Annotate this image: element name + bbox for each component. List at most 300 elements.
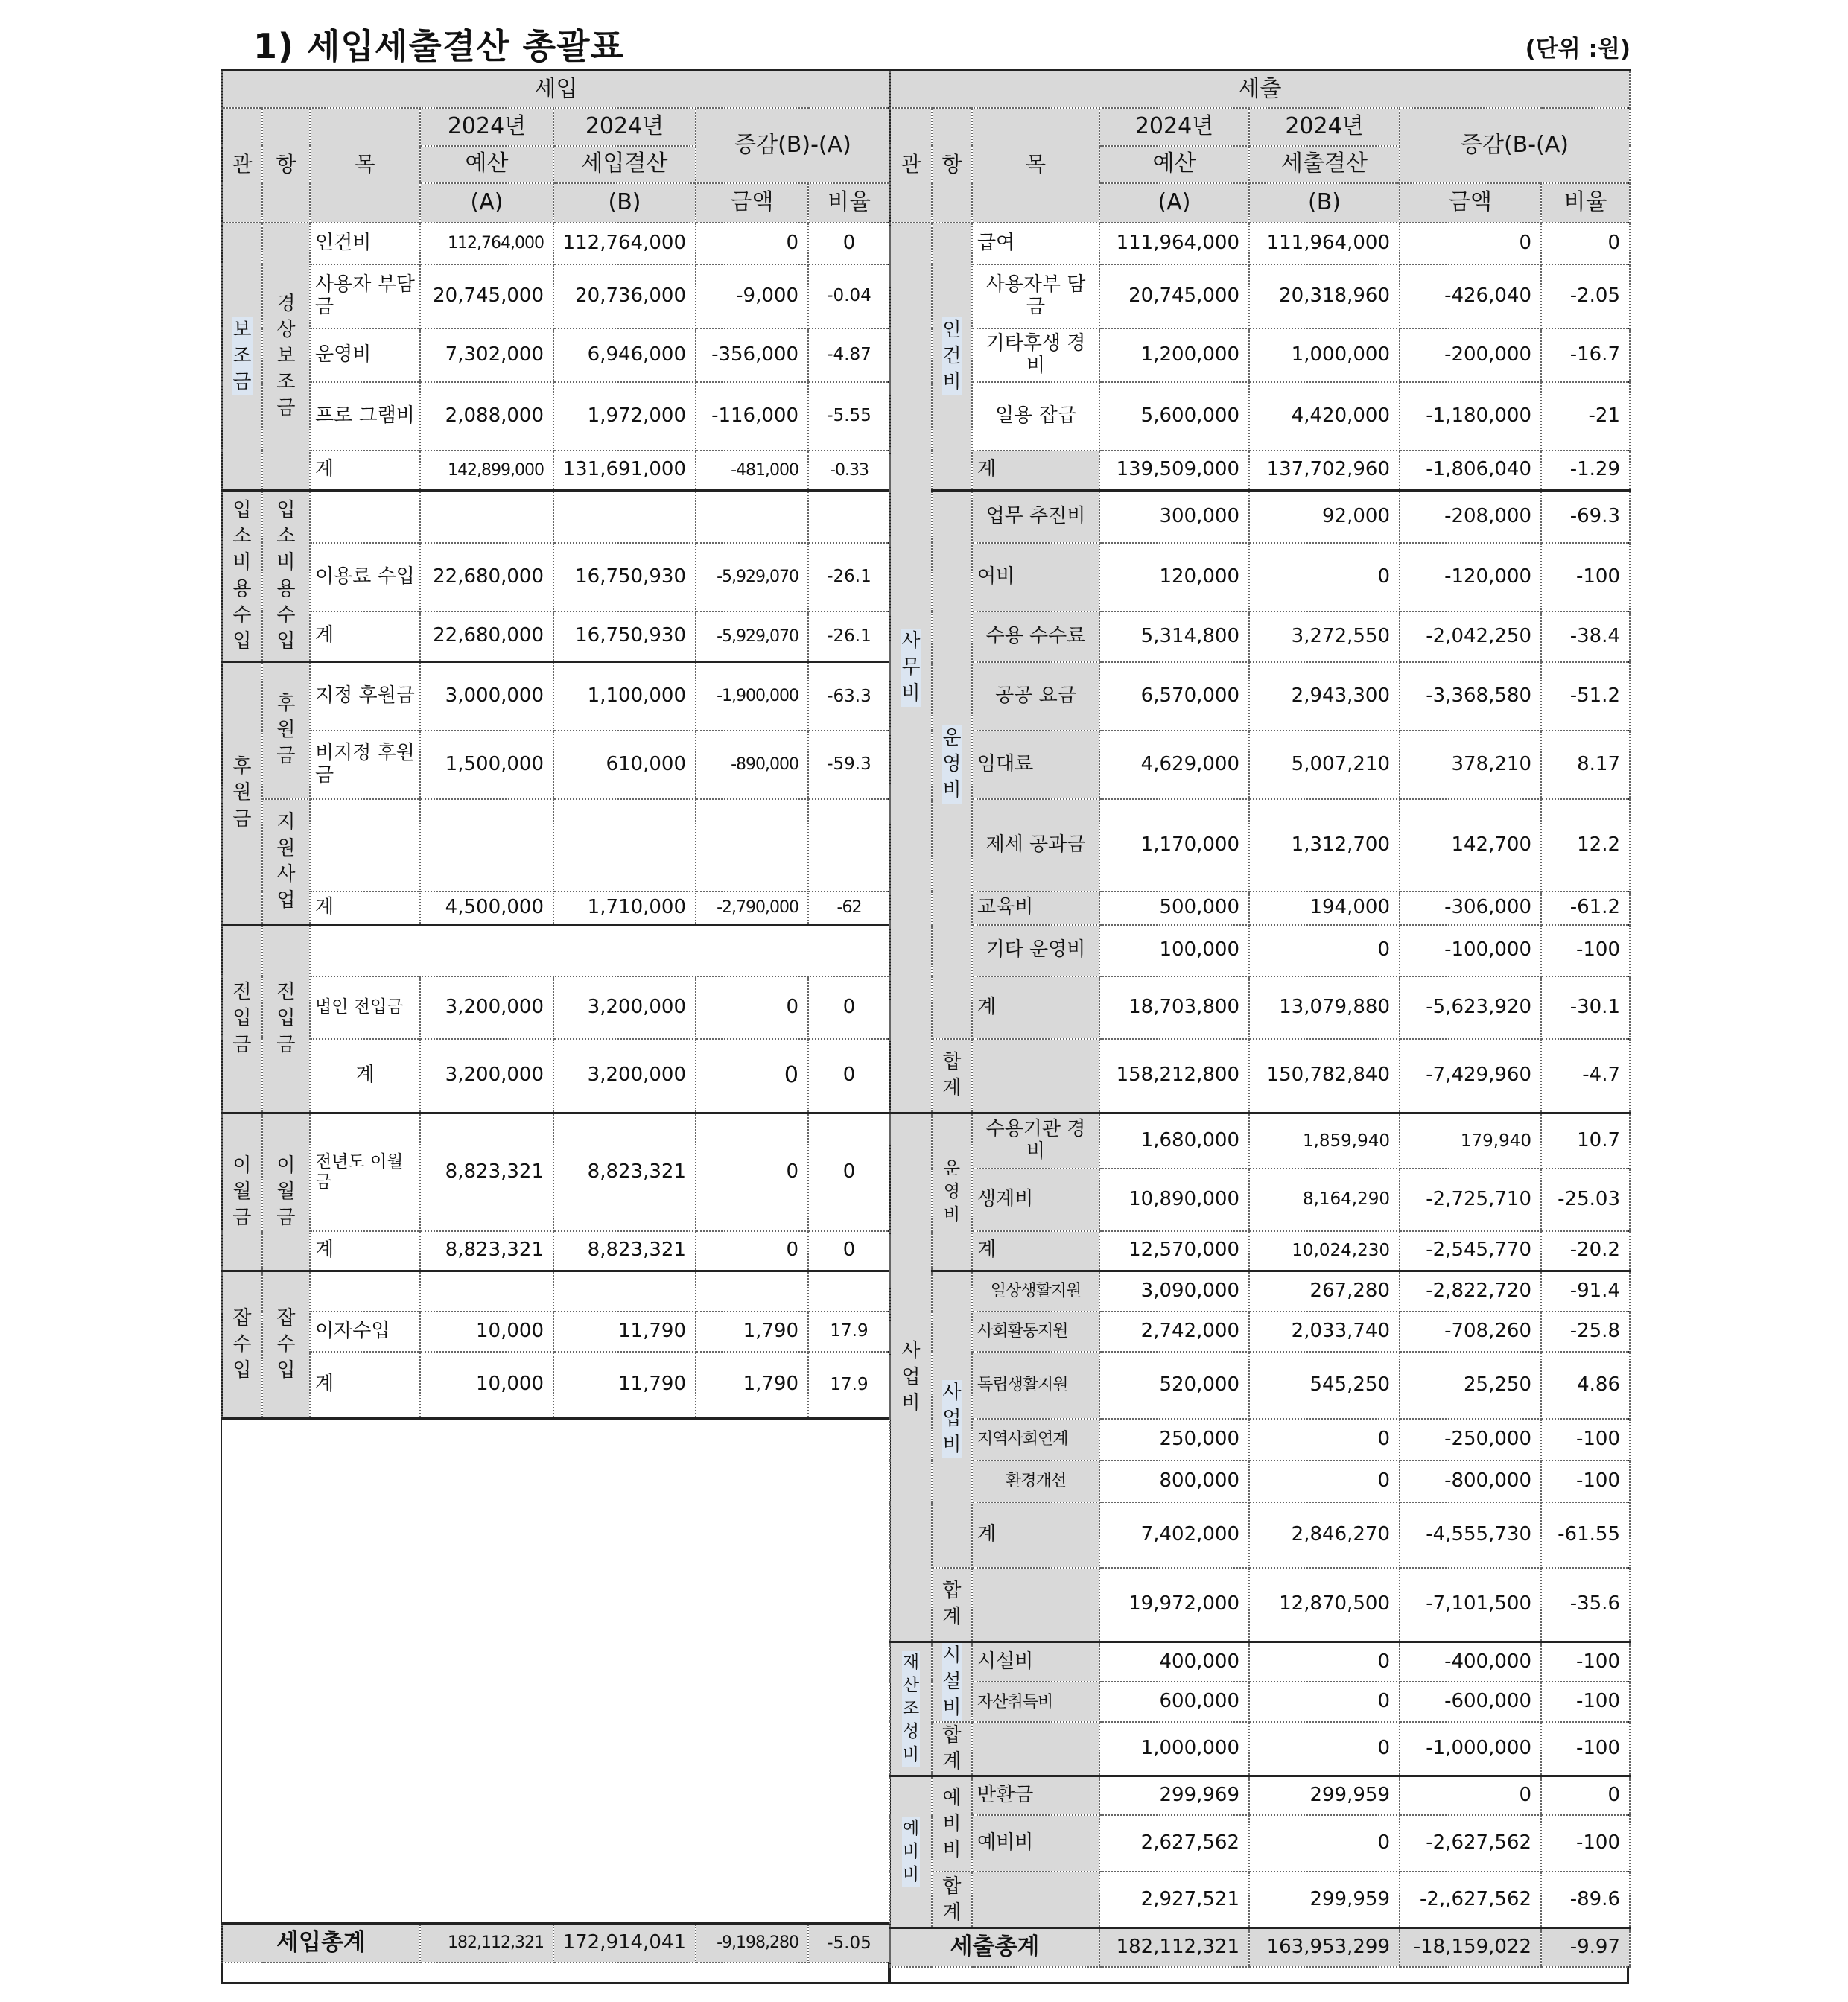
expense-settle: 5,007,210 bbox=[1249, 731, 1400, 799]
expense-settle: 111,964,000 bbox=[1249, 223, 1400, 264]
revenue-mok: 계 bbox=[310, 451, 420, 491]
expense-budget: 1,170,000 bbox=[1099, 799, 1249, 892]
revenue-budget: 2,088,000 bbox=[420, 382, 553, 451]
revenue-empty bbox=[696, 799, 808, 892]
expense-settle: 137,702,960 bbox=[1249, 451, 1400, 491]
revenue-empty bbox=[310, 799, 420, 892]
revenue-table bbox=[221, 69, 891, 1963]
revenue-empty bbox=[553, 799, 696, 892]
expense-gwan-office: 사무비 bbox=[890, 223, 932, 1113]
expense-diff: 179,940 bbox=[1400, 1113, 1541, 1169]
revenue-diff: 1,790 bbox=[696, 1352, 808, 1419]
expense-header-a: (A) bbox=[1099, 183, 1249, 223]
revenue-budget: 7,302,000 bbox=[420, 328, 553, 382]
expense-mok-empty bbox=[972, 1722, 1099, 1776]
revenue-budget: 1,500,000 bbox=[420, 731, 553, 799]
expense-budget: 12,570,000 bbox=[1099, 1231, 1249, 1271]
revenue-gwan-subsidy: 보조금 bbox=[222, 223, 262, 491]
revenue-header-hang: 항 bbox=[262, 108, 310, 223]
expense-budget: 3,090,000 bbox=[1099, 1271, 1249, 1312]
revenue-header-b: (B) bbox=[553, 183, 696, 223]
expense-settle: 8,164,290 bbox=[1249, 1169, 1400, 1231]
revenue-budget: 10,000 bbox=[420, 1312, 553, 1352]
expense-budget: 1,200,000 bbox=[1099, 328, 1249, 382]
expense-budget: 6,570,000 bbox=[1099, 662, 1249, 731]
expense-budget: 300,000 bbox=[1099, 491, 1249, 543]
expense-settle: 0 bbox=[1249, 1642, 1400, 1682]
expense-diff: -2,725,710 bbox=[1400, 1169, 1541, 1231]
revenue-diff: 0 bbox=[696, 1039, 808, 1113]
expense-mok: 기타 운영비 bbox=[972, 925, 1099, 976]
expense-budget: 250,000 bbox=[1099, 1419, 1249, 1461]
revenue-budget: 3,000,000 bbox=[420, 662, 553, 731]
revenue-ratio: -5.55 bbox=[808, 382, 890, 451]
revenue-ratio: 0 bbox=[808, 1039, 890, 1113]
expense-budget: 19,972,000 bbox=[1099, 1568, 1249, 1642]
revenue-header-gwan: 관 bbox=[222, 108, 262, 223]
expense-settle: 0 bbox=[1249, 1682, 1400, 1722]
expense-mok: 사용자부 담금 bbox=[972, 264, 1099, 328]
revenue-hang-donation: 후원금 bbox=[262, 662, 310, 799]
expense-ratio: -35.6 bbox=[1541, 1568, 1630, 1642]
revenue-diff: 0 bbox=[696, 1231, 808, 1271]
revenue-total-diff: -9,198,280 bbox=[696, 1924, 808, 1963]
expense-ratio: 0 bbox=[1541, 1776, 1630, 1815]
expense-gwan-asset: 재산조성비 bbox=[890, 1642, 932, 1776]
expense-diff: 0 bbox=[1400, 223, 1541, 264]
revenue-gwan-carry: 이월금 bbox=[222, 1113, 262, 1271]
expense-diff: -2,627,562 bbox=[1400, 1815, 1541, 1872]
expense-ratio: -100 bbox=[1541, 1419, 1630, 1461]
expense-diff: -7,101,500 bbox=[1400, 1568, 1541, 1642]
expense-diff: -2,822,720 bbox=[1400, 1271, 1541, 1312]
expense-budget: 100,000 bbox=[1099, 925, 1249, 976]
revenue-header-budget: 예산 bbox=[420, 146, 553, 183]
expense-mok: 일용 잡급 bbox=[972, 382, 1099, 451]
expense-hang-facility: 시설비 bbox=[932, 1642, 972, 1723]
revenue-ratio: 0 bbox=[808, 1113, 890, 1231]
revenue-budget: 112,764,000 bbox=[420, 223, 553, 264]
revenue-settle: 610,000 bbox=[553, 731, 696, 799]
expense-ratio: -100 bbox=[1541, 1722, 1630, 1776]
revenue-ratio: 0 bbox=[808, 223, 890, 264]
revenue-gwan-transfer: 전입금 bbox=[222, 925, 262, 1113]
revenue-settle: 8,823,321 bbox=[553, 1113, 696, 1231]
expense-budget: 7,402,000 bbox=[1099, 1502, 1249, 1568]
revenue-settle: 6,946,000 bbox=[553, 328, 696, 382]
expense-diff: -200,000 bbox=[1400, 328, 1541, 382]
revenue-mok: 계 bbox=[310, 892, 420, 925]
revenue-mok: 법인 전입금 bbox=[310, 976, 420, 1039]
expense-hang-office-sum: 합계 bbox=[932, 1039, 972, 1113]
expense-mok: 공공 요금 bbox=[972, 662, 1099, 731]
revenue-budget: 22,680,000 bbox=[420, 611, 553, 662]
expense-ratio: 4.86 bbox=[1541, 1352, 1630, 1419]
revenue-header-a: (A) bbox=[420, 183, 553, 223]
revenue-mok: 계 bbox=[310, 1039, 420, 1113]
expense-mok: 기타후생 경비 bbox=[972, 328, 1099, 382]
revenue-settle: 11,790 bbox=[553, 1352, 696, 1419]
expense-mok: 일상생활지원 bbox=[972, 1271, 1099, 1312]
expense-settle: 10,024,230 bbox=[1249, 1231, 1400, 1271]
revenue-settle: 3,200,000 bbox=[553, 976, 696, 1039]
expense-ratio: -69.3 bbox=[1541, 491, 1630, 543]
expense-mok: 예비비 bbox=[972, 1815, 1099, 1872]
expense-diff: -2,545,770 bbox=[1400, 1231, 1541, 1271]
expense-caption: 세출 bbox=[890, 71, 1630, 108]
expense-settle: 3,272,550 bbox=[1249, 611, 1400, 662]
expense-mok: 독립생활지원 bbox=[972, 1352, 1099, 1419]
revenue-ratio: -4.87 bbox=[808, 328, 890, 382]
expense-hang-asset-sum: 합계 bbox=[932, 1722, 972, 1776]
expense-ratio: -100 bbox=[1541, 1682, 1630, 1722]
expense-mok: 계 bbox=[972, 451, 1099, 491]
revenue-gwan-fee: 입소비용수입 bbox=[222, 491, 262, 662]
revenue-diff: -890,000 bbox=[696, 731, 808, 799]
expense-ratio: -16.7 bbox=[1541, 328, 1630, 382]
expense-diff: -4,555,730 bbox=[1400, 1502, 1541, 1568]
expense-ratio: -2.05 bbox=[1541, 264, 1630, 328]
revenue-header-settle: 세입결산 bbox=[553, 146, 696, 183]
expense-diff: -120,000 bbox=[1400, 543, 1541, 611]
expense-hang-reserve-sum: 합계 bbox=[932, 1872, 972, 1928]
revenue-blank-area bbox=[222, 1419, 890, 1924]
expense-diff: -1,806,040 bbox=[1400, 451, 1541, 491]
expense-settle: 299,959 bbox=[1249, 1776, 1400, 1815]
revenue-settle: 1,972,000 bbox=[553, 382, 696, 451]
expense-header-b: (B) bbox=[1249, 183, 1400, 223]
expense-budget: 158,212,800 bbox=[1099, 1039, 1249, 1113]
revenue-empty bbox=[553, 491, 696, 543]
revenue-mok: 전년도 이월금 bbox=[310, 1113, 420, 1231]
expense-header-settle: 세출결산 bbox=[1249, 146, 1400, 183]
expense-ratio: -100 bbox=[1541, 1461, 1630, 1502]
expense-hang-biz-operating: 운영비 bbox=[932, 1113, 972, 1271]
page-title: 1) 세입세출결산 총괄표 bbox=[253, 26, 624, 66]
revenue-mok: 프로 그램비 bbox=[310, 382, 420, 451]
expense-ratio: -89.6 bbox=[1541, 1872, 1630, 1928]
expense-ratio: -100 bbox=[1541, 1815, 1630, 1872]
expense-mok: 생계비 bbox=[972, 1169, 1099, 1231]
revenue-empty bbox=[808, 799, 890, 892]
expense-header-hang: 항 bbox=[932, 108, 972, 223]
expense-budget: 139,509,000 bbox=[1099, 451, 1249, 491]
expense-settle: 12,870,500 bbox=[1249, 1568, 1400, 1642]
revenue-budget: 20,745,000 bbox=[420, 264, 553, 328]
revenue-diff: 0 bbox=[696, 223, 808, 264]
revenue-diff: -2,790,000 bbox=[696, 892, 808, 925]
revenue-empty bbox=[420, 799, 553, 892]
expense-diff: 378,210 bbox=[1400, 731, 1541, 799]
revenue-diff: 1,790 bbox=[696, 1312, 808, 1352]
expense-diff: 25,250 bbox=[1400, 1352, 1541, 1419]
revenue-ratio: 0 bbox=[808, 976, 890, 1039]
revenue-settle: 8,823,321 bbox=[553, 1231, 696, 1271]
expense-ratio: 12.2 bbox=[1541, 799, 1630, 892]
expense-total-budget: 182,112,321 bbox=[1099, 1928, 1249, 1967]
expense-ratio: -30.1 bbox=[1541, 976, 1630, 1039]
expense-mok: 수용기관 경비 bbox=[972, 1113, 1099, 1169]
expense-settle: 0 bbox=[1249, 1419, 1400, 1461]
expense-ratio: 10.7 bbox=[1541, 1113, 1630, 1169]
revenue-total-label: 세입총계 bbox=[222, 1924, 420, 1963]
revenue-diff: 0 bbox=[696, 1113, 808, 1231]
revenue-budget: 3,200,000 bbox=[420, 1039, 553, 1113]
expense-diff: -2,,627,562 bbox=[1400, 1872, 1541, 1928]
expense-diff: -1,000,000 bbox=[1400, 1722, 1541, 1776]
expense-diff: 142,700 bbox=[1400, 799, 1541, 892]
revenue-header-ratio: 비율 bbox=[808, 183, 890, 223]
revenue-empty bbox=[553, 1271, 696, 1312]
expense-ratio: -91.4 bbox=[1541, 1271, 1630, 1312]
settlement-summary bbox=[221, 69, 1629, 1984]
revenue-hang-fee: 입소비용수입 bbox=[262, 491, 310, 662]
expense-mok: 임대료 bbox=[972, 731, 1099, 799]
expense-mok: 계 bbox=[972, 1502, 1099, 1568]
expense-budget: 2,742,000 bbox=[1099, 1312, 1249, 1352]
revenue-mok: 비지정 후원금 bbox=[310, 731, 420, 799]
expense-header-budget: 예산 bbox=[1099, 146, 1249, 183]
revenue-diff: -5,929,070 bbox=[696, 611, 808, 662]
revenue-gwan-donation: 후원금 bbox=[222, 662, 262, 925]
expense-diff: -250,000 bbox=[1400, 1419, 1541, 1461]
expense-ratio: 8.17 bbox=[1541, 731, 1630, 799]
expense-mok: 지역사회연계 bbox=[972, 1419, 1099, 1461]
revenue-hang-carry: 이월금 bbox=[262, 1113, 310, 1271]
expense-budget: 600,000 bbox=[1099, 1682, 1249, 1722]
expense-ratio: -100 bbox=[1541, 1642, 1630, 1682]
expense-table bbox=[889, 69, 1631, 1968]
revenue-mok: 계 bbox=[310, 1231, 420, 1271]
revenue-ratio: 0 bbox=[808, 1231, 890, 1271]
expense-header-ratio: 비율 bbox=[1541, 183, 1630, 223]
expense-budget: 1,680,000 bbox=[1099, 1113, 1249, 1169]
revenue-mok: 인건비 bbox=[310, 223, 420, 264]
revenue-ratio: -62 bbox=[808, 892, 890, 925]
expense-budget: 500,000 bbox=[1099, 892, 1249, 925]
revenue-settle: 20,736,000 bbox=[553, 264, 696, 328]
expense-settle: 2,943,300 bbox=[1249, 662, 1400, 731]
expense-diff: -708,260 bbox=[1400, 1312, 1541, 1352]
expense-total-label: 세출총계 bbox=[890, 1928, 1099, 1967]
revenue-settle: 112,764,000 bbox=[553, 223, 696, 264]
revenue-budget: 8,823,321 bbox=[420, 1231, 553, 1271]
expense-ratio: -25.8 bbox=[1541, 1312, 1630, 1352]
expense-gwan-reserve: 예비비 bbox=[890, 1776, 932, 1928]
revenue-settle: 11,790 bbox=[553, 1312, 696, 1352]
revenue-empty bbox=[310, 491, 420, 543]
expense-mok: 업무 추진비 bbox=[972, 491, 1099, 543]
expense-hang-biz: 사업비 bbox=[932, 1271, 972, 1568]
revenue-mok: 운영비 bbox=[310, 328, 420, 382]
expense-diff: -1,180,000 bbox=[1400, 382, 1541, 451]
revenue-header-amount: 금액 bbox=[696, 183, 808, 223]
expense-ratio: -51.2 bbox=[1541, 662, 1630, 731]
expense-diff: -5,623,920 bbox=[1400, 976, 1541, 1039]
expense-header-year-a: 2024년 bbox=[1099, 108, 1249, 146]
expense-settle: 545,250 bbox=[1249, 1352, 1400, 1419]
expense-settle: 0 bbox=[1249, 1722, 1400, 1776]
expense-mok: 급여 bbox=[972, 223, 1099, 264]
expense-total-diff: -18,159,022 bbox=[1400, 1928, 1541, 1967]
expense-budget: 4,629,000 bbox=[1099, 731, 1249, 799]
expense-mok: 사회활동지원 bbox=[972, 1312, 1099, 1352]
revenue-empty bbox=[310, 1271, 420, 1312]
revenue-ratio: 17.9 bbox=[808, 1312, 890, 1352]
expense-gwan-business: 사업비 bbox=[890, 1113, 932, 1642]
revenue-empty bbox=[808, 491, 890, 543]
revenue-mok: 이자수입 bbox=[310, 1312, 420, 1352]
revenue-header-diff: 증감(B)-(A) bbox=[696, 108, 890, 183]
revenue-diff: -116,000 bbox=[696, 382, 808, 451]
revenue-settle: 16,750,930 bbox=[553, 543, 696, 611]
expense-ratio: -38.4 bbox=[1541, 611, 1630, 662]
expense-diff: -400,000 bbox=[1400, 1642, 1541, 1682]
expense-diff: -7,429,960 bbox=[1400, 1039, 1541, 1113]
revenue-ratio: -0.04 bbox=[808, 264, 890, 328]
expense-budget: 5,600,000 bbox=[1099, 382, 1249, 451]
expense-budget: 1,000,000 bbox=[1099, 1722, 1249, 1776]
expense-header-mok: 목 bbox=[972, 108, 1099, 223]
revenue-diff: -356,000 bbox=[696, 328, 808, 382]
revenue-total-ratio: -5.05 bbox=[808, 1924, 890, 1963]
expense-budget: 2,627,562 bbox=[1099, 1815, 1249, 1872]
expense-settle: 4,420,000 bbox=[1249, 382, 1400, 451]
revenue-settle: 131,691,000 bbox=[553, 451, 696, 491]
expense-settle: 13,079,880 bbox=[1249, 976, 1400, 1039]
revenue-diff: -5,929,070 bbox=[696, 543, 808, 611]
revenue-caption: 세입 bbox=[222, 71, 890, 108]
revenue-budget: 3,200,000 bbox=[420, 976, 553, 1039]
expense-header-gwan: 관 bbox=[890, 108, 932, 223]
revenue-empty bbox=[696, 1271, 808, 1312]
expense-settle: 194,000 bbox=[1249, 892, 1400, 925]
revenue-ratio: -63.3 bbox=[808, 662, 890, 731]
revenue-total-budget: 182,112,321 bbox=[420, 1924, 553, 1963]
expense-hang-personnel: 인건비 bbox=[932, 223, 972, 491]
revenue-budget: 142,899,000 bbox=[420, 451, 553, 491]
expense-ratio: -61.2 bbox=[1541, 892, 1630, 925]
expense-mok-empty bbox=[972, 1872, 1099, 1928]
expense-budget: 10,890,000 bbox=[1099, 1169, 1249, 1231]
revenue-settle: 1,100,000 bbox=[553, 662, 696, 731]
expense-hang-biz-sum: 합계 bbox=[932, 1568, 972, 1642]
revenue-ratio: -26.1 bbox=[808, 543, 890, 611]
revenue-hang-transfer: 전입금 bbox=[262, 925, 310, 1113]
expense-diff: -100,000 bbox=[1400, 925, 1541, 976]
revenue-diff: -481,000 bbox=[696, 451, 808, 491]
expense-diff: -426,040 bbox=[1400, 264, 1541, 328]
expense-total-settle: 163,953,299 bbox=[1249, 1928, 1400, 1967]
revenue-budget: 10,000 bbox=[420, 1352, 553, 1419]
expense-settle: 267,280 bbox=[1249, 1271, 1400, 1312]
expense-settle: 0 bbox=[1249, 925, 1400, 976]
revenue-budget: 4,500,000 bbox=[420, 892, 553, 925]
expense-settle: 2,033,740 bbox=[1249, 1312, 1400, 1352]
expense-budget: 299,969 bbox=[1099, 1776, 1249, 1815]
expense-header-diff: 증감(B-(A) bbox=[1400, 108, 1630, 183]
expense-budget: 5,314,800 bbox=[1099, 611, 1249, 662]
expense-ratio: -61.55 bbox=[1541, 1502, 1630, 1568]
revenue-settle: 1,710,000 bbox=[553, 892, 696, 925]
revenue-ratio: 17.9 bbox=[808, 1352, 890, 1419]
expense-settle: 20,318,960 bbox=[1249, 264, 1400, 328]
expense-budget: 2,927,521 bbox=[1099, 1872, 1249, 1928]
expense-settle: 92,000 bbox=[1249, 491, 1400, 543]
expense-mok: 계 bbox=[972, 976, 1099, 1039]
revenue-mok: 계 bbox=[310, 611, 420, 662]
expense-mok: 제세 공과금 bbox=[972, 799, 1099, 892]
expense-mok-empty bbox=[972, 1039, 1099, 1113]
expense-diff: -208,000 bbox=[1400, 491, 1541, 543]
expense-ratio: -25.03 bbox=[1541, 1169, 1630, 1231]
expense-budget: 120,000 bbox=[1099, 543, 1249, 611]
revenue-budget: 8,823,321 bbox=[420, 1113, 553, 1231]
revenue-diff: -9,000 bbox=[696, 264, 808, 328]
expense-settle: 0 bbox=[1249, 1815, 1400, 1872]
expense-mok: 반환금 bbox=[972, 1776, 1099, 1815]
expense-budget: 800,000 bbox=[1099, 1461, 1249, 1502]
revenue-diff: -1,900,000 bbox=[696, 662, 808, 731]
expense-diff: -800,000 bbox=[1400, 1461, 1541, 1502]
revenue-diff: 0 bbox=[696, 976, 808, 1039]
revenue-hang-subsidy: 경상보조금 bbox=[262, 223, 310, 491]
revenue-mok: 계 bbox=[310, 1352, 420, 1419]
revenue-empty bbox=[808, 1271, 890, 1312]
expense-ratio: 0 bbox=[1541, 223, 1630, 264]
revenue-ratio: -26.1 bbox=[808, 611, 890, 662]
revenue-empty bbox=[310, 925, 890, 976]
expense-budget: 400,000 bbox=[1099, 1642, 1249, 1682]
expense-budget: 18,703,800 bbox=[1099, 976, 1249, 1039]
expense-settle: 0 bbox=[1249, 543, 1400, 611]
expense-header-amount: 금액 bbox=[1400, 183, 1541, 223]
revenue-mok: 사용자 부담금 bbox=[310, 264, 420, 328]
expense-ratio: -21 bbox=[1541, 382, 1630, 451]
expense-settle: 150,782,840 bbox=[1249, 1039, 1400, 1113]
unit-label: (단위 :원) bbox=[1525, 36, 1631, 63]
expense-mok-empty bbox=[972, 1568, 1099, 1642]
expense-mok: 자산취득비 bbox=[972, 1682, 1099, 1722]
expense-ratio: -100 bbox=[1541, 543, 1630, 611]
expense-mok: 계 bbox=[972, 1231, 1099, 1271]
expense-header-year-b: 2024년 bbox=[1249, 108, 1400, 146]
expense-total-ratio: -9.97 bbox=[1541, 1928, 1630, 1967]
expense-ratio: -1.29 bbox=[1541, 451, 1630, 491]
revenue-empty bbox=[696, 491, 808, 543]
revenue-ratio: -59.3 bbox=[808, 731, 890, 799]
expense-ratio: -100 bbox=[1541, 925, 1630, 976]
revenue-mok: 지정 후원금 bbox=[310, 662, 420, 731]
revenue-settle: 3,200,000 bbox=[553, 1039, 696, 1113]
expense-budget: 520,000 bbox=[1099, 1352, 1249, 1419]
revenue-budget: 22,680,000 bbox=[420, 543, 553, 611]
revenue-hang-misc: 잡수입 bbox=[262, 1271, 310, 1419]
expense-settle: 1,312,700 bbox=[1249, 799, 1400, 892]
expense-settle: 299,959 bbox=[1249, 1872, 1400, 1928]
revenue-gwan-misc: 잡수입 bbox=[222, 1271, 262, 1419]
expense-diff: 0 bbox=[1400, 1776, 1541, 1815]
revenue-empty bbox=[420, 491, 553, 543]
expense-mok: 수용 수수료 bbox=[972, 611, 1099, 662]
expense-budget: 111,964,000 bbox=[1099, 223, 1249, 264]
revenue-mok: 이용료 수입 bbox=[310, 543, 420, 611]
revenue-header-year-b: 2024년 bbox=[553, 108, 696, 146]
revenue-header-mok: 목 bbox=[310, 108, 420, 223]
expense-mok: 여비 bbox=[972, 543, 1099, 611]
expense-hang-reserve: 예비비 bbox=[932, 1776, 972, 1872]
expense-diff: -600,000 bbox=[1400, 1682, 1541, 1722]
